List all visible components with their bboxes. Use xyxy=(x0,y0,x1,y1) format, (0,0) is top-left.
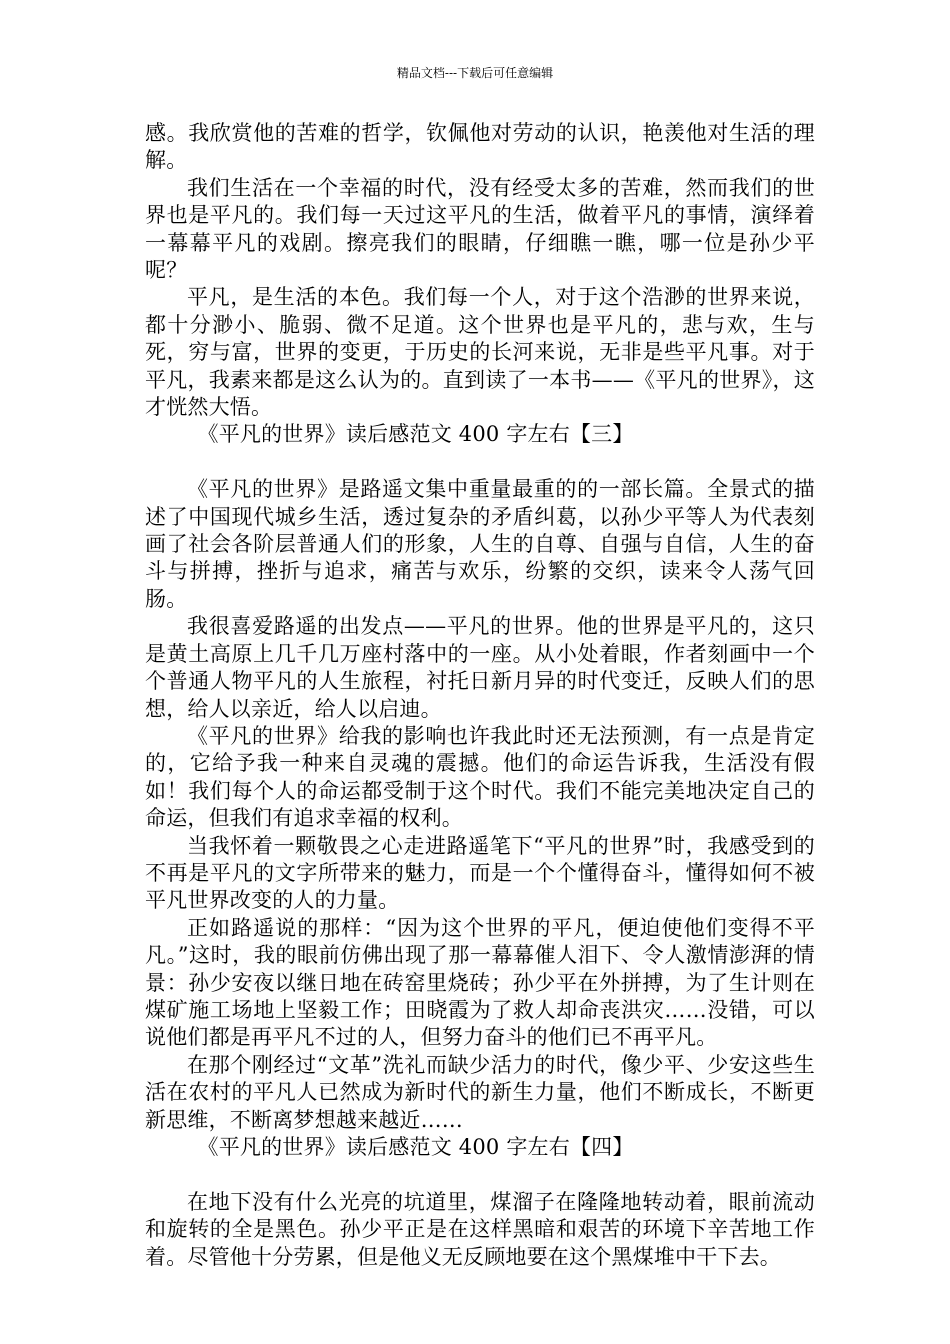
blank-line xyxy=(145,1161,815,1188)
paragraph: 当我怀着一颗敬畏之心走进路遥笔下“平凡的世界”时，我感受到的不再是平凡的文字所带来的魅力，而是一个个懂得奋斗，懂得如何不被平凡世界改变的人的力量。 xyxy=(145,833,815,913)
section-heading: 《平凡的世界》读后感范文 400 字左右【三】 xyxy=(197,422,634,447)
document-body xyxy=(145,120,815,1271)
blank-line xyxy=(145,449,815,476)
paragraph: 《平凡的世界》给我的影响也许我此时还无法预测，有一点是肯定的，它给予我一种来自灵魂的震撼。他们的命运告诉我，生活没有假如！我们每个人的命运都受制于这个时代。我们不能完美地决定自己的命运，但我们有追求幸福的权利。 xyxy=(145,723,815,831)
paragraph: 我们生活在一个幸福的时代，没有经受太多的苦难，然而我们的世界也是平凡的。我们每一天过这平凡的生活，做着平凡的事情，演绎着一幕幕平凡的戏剧。擦亮我们的眼睛，仔细瞧一瞧，哪一位是孙少平呢？ xyxy=(145,175,815,283)
paragraph: 《平凡的世界》是路遥文集中重量最重的的一部长篇。全景式的描述了中国现代城乡生活，透过复杂的矛盾纠葛，以孙少平等人为代表刻画了社会各阶层普通人们的形象，人生的自尊、自强与自信，人生的奋斗与拼搏，挫折与追求，痛苦与欢乐，纷繁的交织，读来令人荡气回肠。 xyxy=(145,477,815,611)
paragraph: 正如路遥说的那样：“因为这个世界的平凡，便迫使他们变得不平凡。”这时，我的眼前仿佛出现了那一幕幕催人泪下、令人激情澎湃的情景：孙少安夜以继日地在砖窑里烧砖；孙少平在外拼搏，为了生计则在煤矿施工场地上坚毅工作；田晓霞为了救人却命丧洪灾……没错，可以说他们都是再平凡不过的人，但努力奋斗的他们已不再平凡。 xyxy=(145,915,815,1050)
paragraph: 平凡，是生活的本色。我们每一个人，对于这个浩渺的世界来说，都十分渺小、脆弱、微不足道。这个世界也是平凡的，悲与欢，生与死，穷与富，世界的变更，于历史的长河来说，无非是些平凡事。对于平凡，我素来都是这么认为的。直到读了一本书——《平凡的世界》，这才恍然大悟。 xyxy=(145,285,815,420)
paragraph: 我很喜爱路遥的出发点——平凡的世界。他的世界是平凡的，这只是黄土高原上几千几万座村落中的一座。从小处着眼，作者刻画中一个个普通人物平凡的人生旅程，衬托日新月异的时代变迁，反映人们的思想，给人以亲近，给人以启迪。 xyxy=(145,614,815,721)
paragraph: 在那个刚经过“文革”洗礼而缺少活力的时代，像少平、少安这些生活在农村的平凡人已然成为新时代的新生力量，他们不断成长，不断更新思维，不断离梦想越来越近…… xyxy=(145,1052,815,1132)
paragraph: 感。我欣赏他的苦难的哲学，钦佩他对劳动的认识，艳羡他对生活的理解。 xyxy=(145,121,815,173)
section-heading: 《平凡的世界》读后感范文 400 字左右【四】 xyxy=(197,1135,634,1160)
page-header: 精品文档---下载后可任意编辑 xyxy=(396,66,554,80)
paragraph: 在地下没有什么光亮的坑道里，煤溜子在隆隆地转动着，眼前流动和旋转的全是黑色。孙少平正是在这样黑暗和艰苦的环境下辛苦地工作着。尽管他十分劳累，但是他义无反顾地要在这个黑煤堆中干下去。 xyxy=(145,1189,815,1269)
